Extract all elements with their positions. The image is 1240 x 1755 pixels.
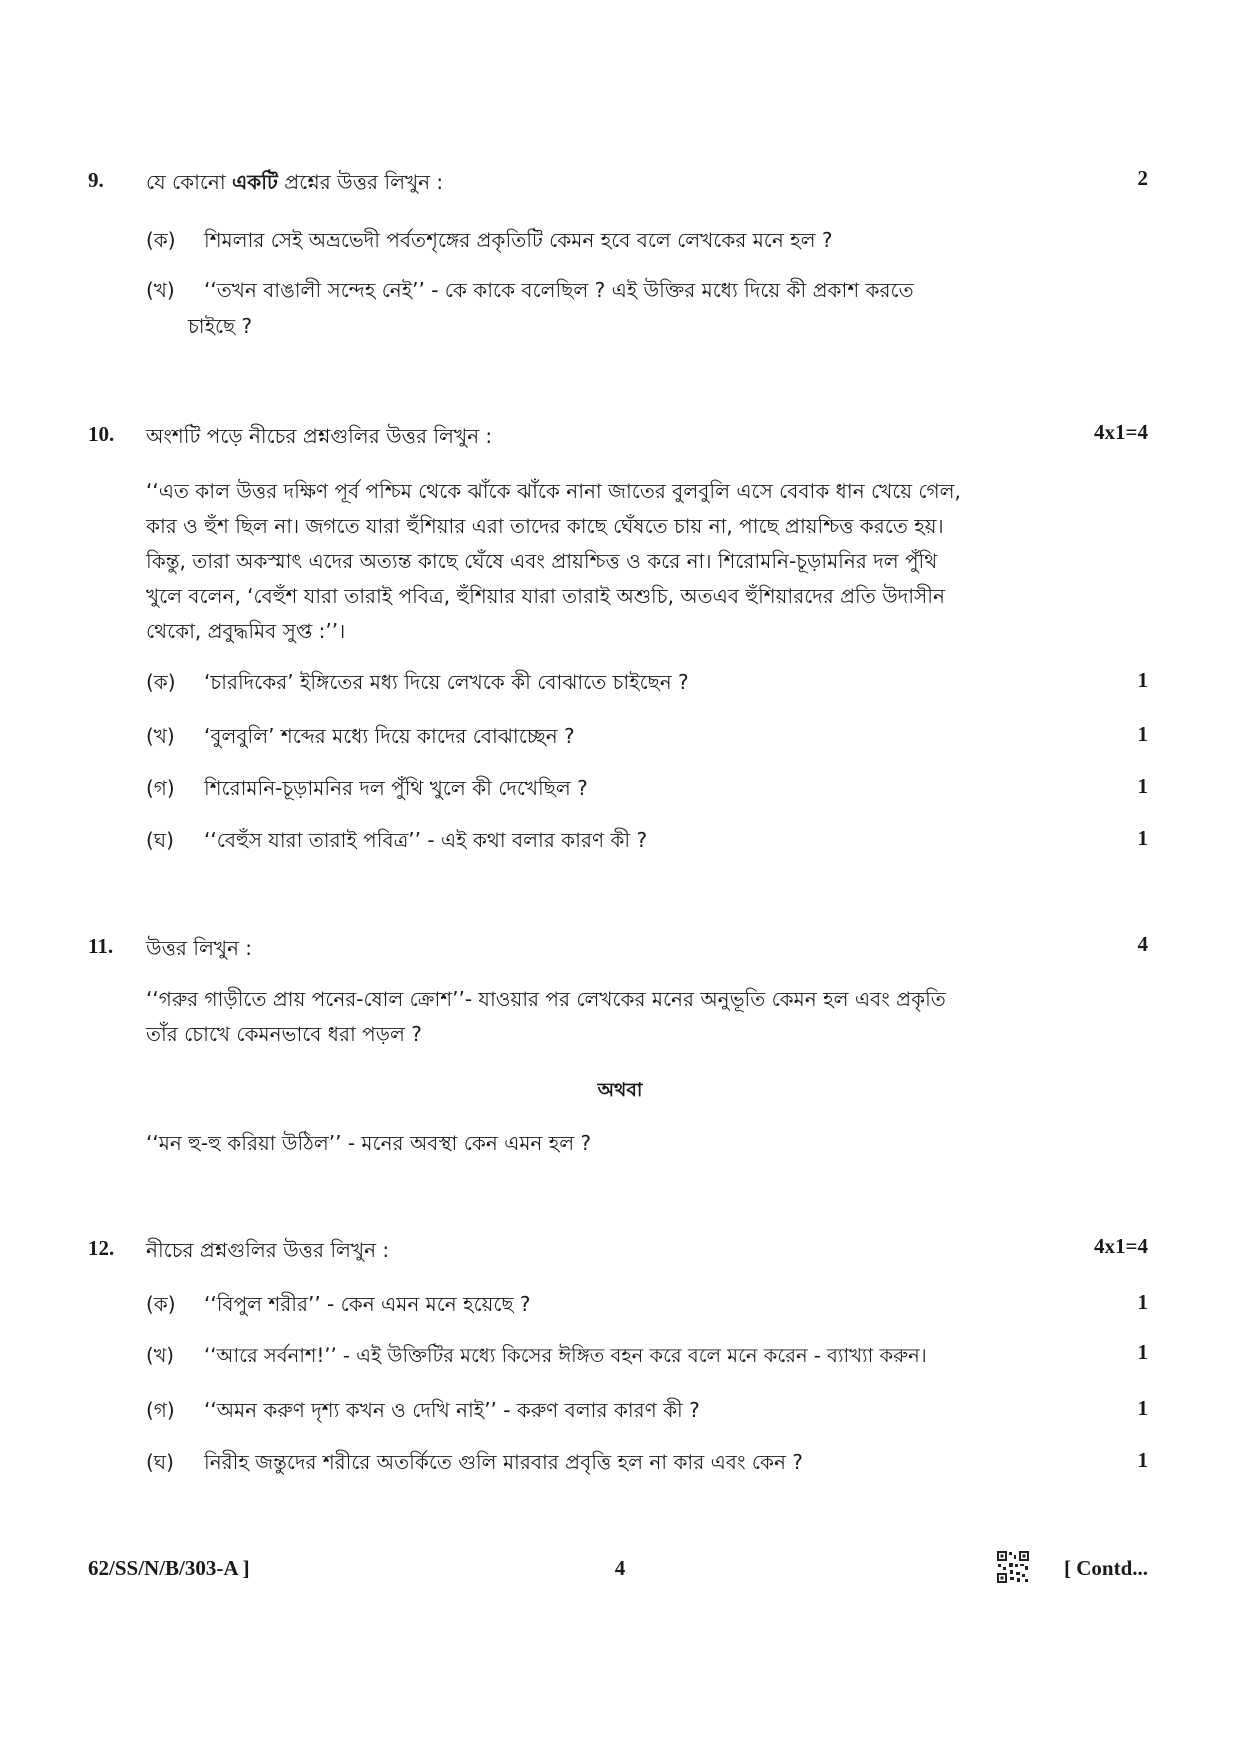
q10-marks: 4x1=4	[1094, 420, 1148, 444]
passage-line: কিন্তু, তারা অকস্মাৎ এদের অত্যন্ত কাছে ঘেঁষে এবং প্রায়শ্চিত্ত ও করে না। শিরোমনি-চূড়ামনির দল পুঁথি	[146, 549, 938, 573]
sub-text: ‘চারদিকের’ ইঙ্গিতের মধ্য দিয়ে লেখকে কী বোঝাতে চাইছেন ?	[204, 670, 689, 694]
sub-label: (গ)	[146, 1398, 175, 1422]
sub-text: ‘‘বিপুল শরীর’’ - কেন এমন মনে হয়েছে ?	[204, 1292, 531, 1316]
q12-sub-kha	[146, 1334, 1106, 1378]
q9-stem-bold: একটি	[232, 170, 278, 194]
q12-sub-ga	[146, 1388, 1096, 1432]
sub-text: ‘বুলবুলি’ শব্দের মধ্যে দিয়ে কাদের বোঝাচ্ছেন ?	[204, 724, 575, 748]
q12-sub-ka-marks: 1	[1137, 1290, 1148, 1314]
q10-passage	[146, 474, 1096, 649]
q10-number: 10.	[88, 422, 115, 446]
q11-number: 11.	[88, 934, 114, 958]
sub-label: (খ)	[146, 278, 175, 302]
sub-label: (ক)	[146, 228, 176, 252]
q12-number: 12.	[88, 1236, 115, 1260]
q10-sub-ka	[146, 660, 1096, 704]
sub-text: নিরীহ জন্তুদের শরীরে অতর্কিতে গুলি মারবার প্রবৃত্তি হল না কার এবং কেন ?	[204, 1450, 803, 1474]
q12-sub-kha-marks: 1	[1137, 1340, 1148, 1364]
sub-label: (খ)	[146, 724, 175, 748]
q9-marks: 2	[1137, 166, 1148, 190]
sub-text: শিরোমনি-চূড়ামনির দল পুঁথি খুলে কী দেখেছিল ?	[204, 776, 588, 800]
passage-line: থেকো, প্রবুদ্ধমিব সুপ্ত :’’।	[146, 619, 346, 643]
sub-label: (ঘ)	[146, 1450, 174, 1474]
q11-or: অথবা	[597, 1079, 643, 1101]
q9-sub-kha-cont: চাইছে ?	[188, 314, 253, 338]
sub-label: (ক)	[146, 1292, 176, 1316]
page-number: 4	[614, 1556, 626, 1580]
q9-stem	[146, 168, 443, 201]
q9-number: 9.	[88, 168, 104, 192]
passage-line: কার ও হুঁশ ছিল না। জগতে যারা হুঁশিয়ার এরা তাদের কাছে ঘেঁষতে চায় না, পাছে প্রায়শ্চিত্ত করতে হয়।	[146, 514, 944, 538]
q9-stem-pre: যে কোনো	[146, 170, 233, 194]
sub-text: ‘‘বেহুঁস যারা তারাই পবিত্র’’ - এই কথা বলার কারণ কী ?	[204, 828, 648, 852]
q12-marks: 4x1=4	[1094, 1234, 1148, 1258]
q12-sub-ka	[146, 1282, 1096, 1326]
sub-text: শিমলার সেই অভ্রভেদী পর্বতশৃঙ্গের প্রকৃতিটি কেমন হবে বলে লেখকের মনে হল ?	[204, 228, 833, 252]
sub-text: ‘‘অমন করুণ দৃশ্য কখন ও দেখি নাই’’ - করুণ বলার কারণ কী ?	[204, 1398, 700, 1422]
continued-label: [ Contd...	[1063, 1556, 1148, 1580]
q10-sub-kha	[146, 714, 1096, 758]
sub-label: (ঘ)	[146, 828, 174, 852]
q10-sub-kha-marks: 1	[1137, 722, 1148, 746]
q11-marks: 4	[1137, 932, 1148, 956]
sub-label: (গ)	[146, 776, 175, 800]
passage-line: ‘‘এত কাল উত্তর দক্ষিণ পূর্ব পশ্চিম থেকে ঝাঁকে ঝাঁকে নানা জাতের বুলবুলি এসে বেবাক ধান খেয়ে গেল,	[146, 479, 961, 503]
passage-line: তাঁর চোখে কেমনভাবে ধরা পড়ল ?	[146, 1022, 422, 1046]
qr-code-icon	[996, 1550, 1030, 1584]
q10-stem: অংশটি পড়ে নীচের প্রশ্নগুলির উত্তর লিখুন :	[146, 424, 493, 448]
paper-code: 62/SS/N/B/303-A ]	[88, 1556, 250, 1580]
passage-line: খুলে বলেন, ‘বেহুঁশ যারা তারাই পবিত্র, হুঁশিয়ার যারা তারাই অশুচি, অতএব হুঁশিয়ারদের প্রতি উদাসীন	[146, 584, 945, 608]
q12-sub-ga-marks: 1	[1137, 1396, 1148, 1420]
q10-sub-gha-marks: 1	[1137, 826, 1148, 850]
q10-sub-ga	[146, 766, 1096, 810]
sub-text: ‘‘আরে সর্বনাশ!’’ - এই উক্তিটির মধ্যে কিসের ঈঙ্গিত বহন করে বলে মনে করেন - ব্যাখ্যা করুন।	[204, 1344, 927, 1367]
q11-passage	[146, 982, 1096, 1052]
q12-sub-gha-marks: 1	[1137, 1448, 1148, 1472]
q10-sub-gha	[146, 818, 1096, 862]
sub-text: ‘‘তখন বাঙালী সন্দেহ নেই’’ - কে কাকে বলেছিল ? এই উক্তির মধ্যে দিয়ে কী প্রকাশ করতে	[204, 278, 914, 302]
sub-label: (খ)	[146, 1344, 175, 1367]
q11-stem: উত্তর লিখুন :	[146, 936, 253, 960]
q12-sub-gha	[146, 1440, 1096, 1484]
q10-sub-ga-marks: 1	[1137, 774, 1148, 798]
q11-alt: ‘‘মন হু-হু করিয়া উঠিল’’ - মনের অবস্থা কেন এমন হল ?	[146, 1131, 592, 1155]
sub-label: (ক)	[146, 670, 176, 694]
q12-stem: নীচের প্রশ্নগুলির উত্তর লিখুন :	[146, 1238, 390, 1262]
q9-sub-ka	[146, 218, 1096, 262]
q10-sub-ka-marks: 1	[1137, 668, 1148, 692]
q9-stem-post: প্রশ্নের উত্তর লিখুন :	[277, 170, 444, 194]
passage-line: ‘‘গরুর গাড়ীতে প্রায় পনের-ষোল ক্রোশ’’- যাওয়ার পর লেখকের মনের অনুভূতি কেমন হল এবং প্রকৃতি	[146, 987, 946, 1011]
